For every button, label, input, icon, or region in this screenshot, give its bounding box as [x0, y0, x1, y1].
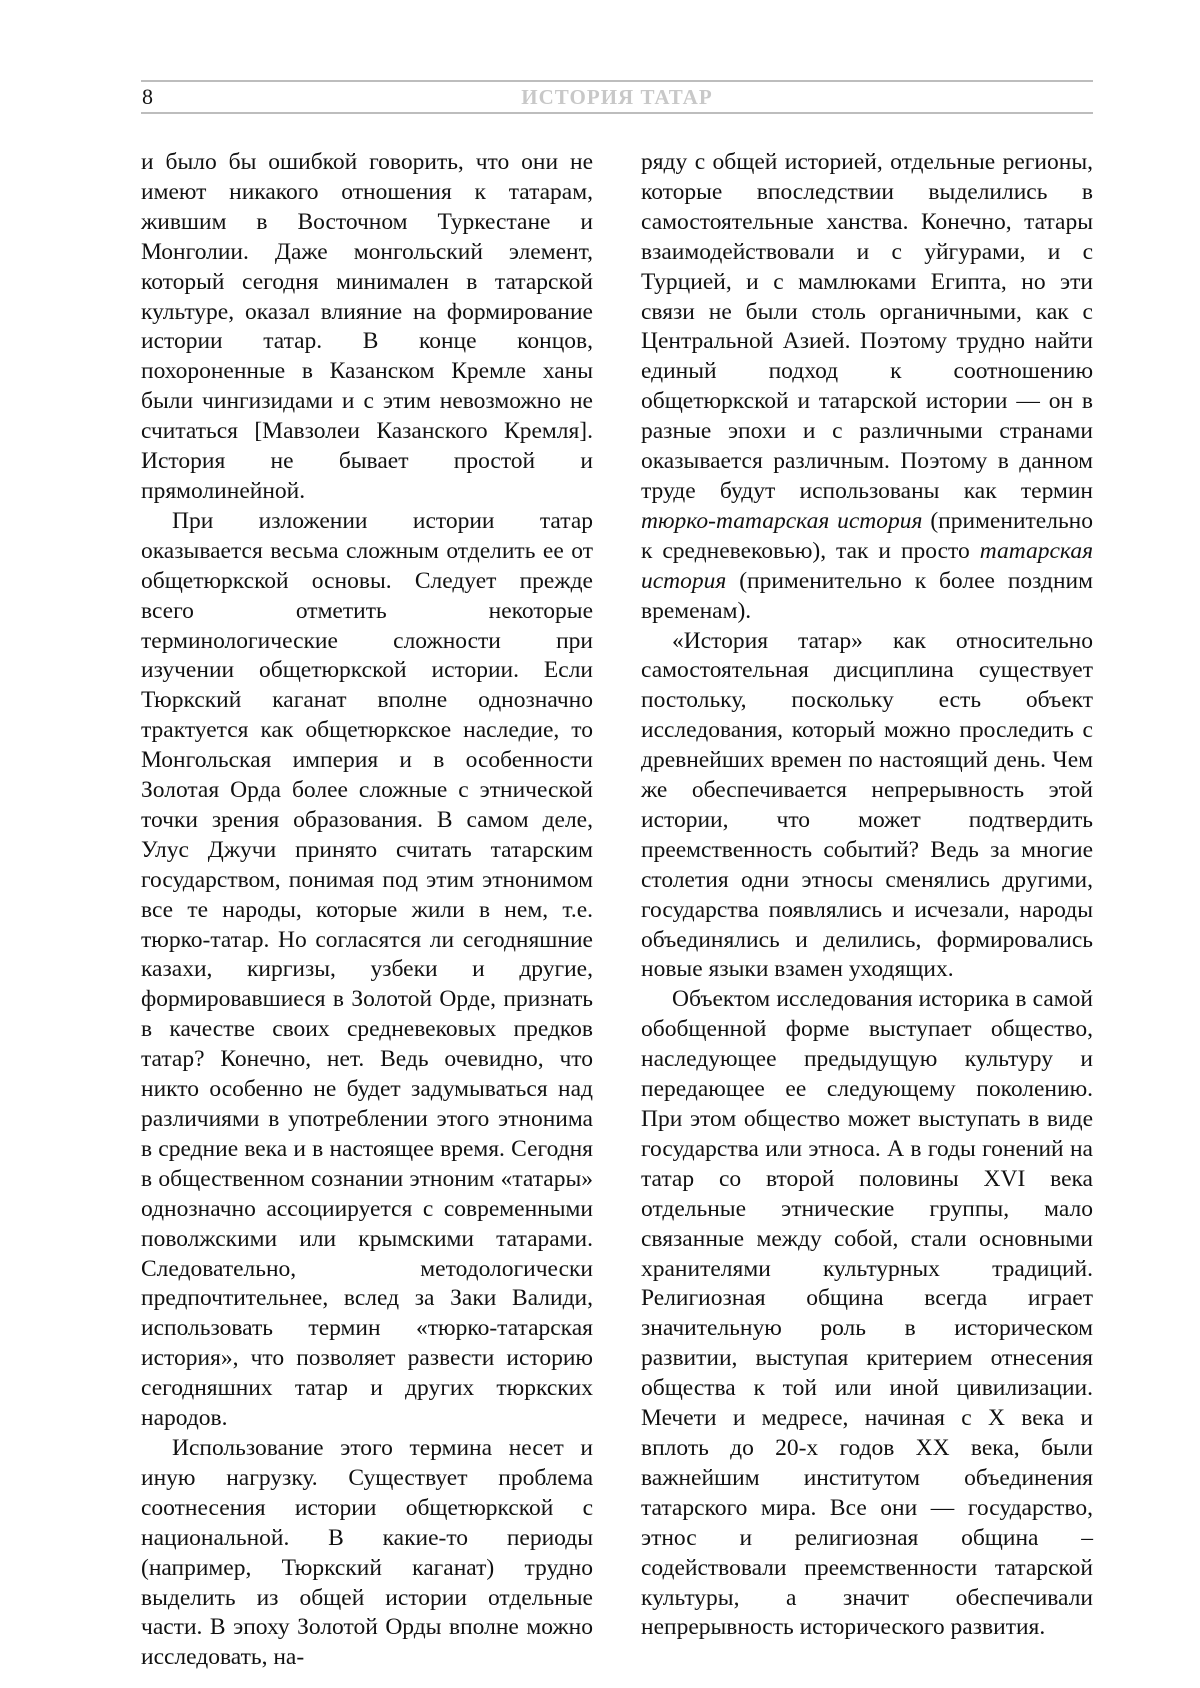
- text-run: и было бы ошибкой говорить, что они не имеют никакого отношения к татарам, жившим в Восточном Туркестане и Монголии. Даже монгольский элемент, который сегодня минимален в татарской культуре, оказал влияние на формирование истории татар. В конце концов, похороненные в Казанском Кремле ханы были чингизидами и с этим невозможно не считаться [Мавзолеи Казанского Кремля]. История не бывает простой и прямолинейной.: [141, 149, 593, 504]
- paragraph: [641, 148, 1093, 627]
- header-top-rule: [141, 80, 1093, 82]
- text-run: (применительно к более поздним временам).: [641, 567, 1093, 624]
- paragraph: [641, 627, 1093, 986]
- header-bottom-rule: [141, 112, 1093, 114]
- paragraph: [141, 507, 593, 1434]
- italic-term: татарская история: [641, 537, 1093, 594]
- right-text-column: [641, 148, 1093, 1643]
- paragraph: [141, 1434, 593, 1673]
- italic-term: тюрко-татарская история: [641, 507, 923, 534]
- text-run: (применительно к средневековью), так и просто: [641, 507, 1093, 564]
- text-run: Объектом исследования историка в самой обобщенной форме выступает общество, наследующее предыдущую культуру и передающее ее следующему поколению. При этом общество может выступать в виде государства или этноса. А в годы гонений на татар со второй половины XVI века отдельные этнические группы, мало связанные между собой, стали основными хранителями культурных традиций. Религиозная община всегда играет значительную роль в историческом развитии, выступая критерием отнесения общества к той или иной цивилизации. Мечети и медресе, начиная с X века и вплоть до 20-х годов XX века, были важнейшим институтом объединения татарского мира. Все они — государство, этнос и религиозная община – содействовали преемственности татарской культуры, а значит обеспечивали непрерывность исторического развития.: [641, 986, 1093, 1641]
- running-title: ИСТОРИЯ ТАТАР: [521, 85, 713, 109]
- page-number: 8: [142, 84, 153, 109]
- left-text-column: [141, 148, 593, 1673]
- text-run: ряду с общей историей, отдельные регионы, которые впоследствии выделились в самостоятельные ханства. Конечно, татары взаимодействовали и с уйгурами, и с Турцией, и с мамлюками Египта, но эти связи не были столь органичными, как с Центральной Азией. Поэтому трудно найти единый подход к соотношению общетюркской и татарской истории — он в разные эпохи и с различными странами оказывается различным. Поэтому в данном труде будут использованы как термин: [641, 149, 1093, 504]
- paragraph: [641, 985, 1093, 1643]
- text-run: При изложении истории татар оказывается весьма сложным отделить ее от общетюркской основы. Следует прежде всего отметить некоторые терминологические сложности при изучении общетюркской истории. Если Тюркский каганат вполне однозначно трактуется как общетюркское наследие, то Монгольская империя и в особенности Золотая Орда более сложные с этнической точки зрения образования. В самом деле, Улус Джучи принято считать татарским государством, понимая под этим этнонимом все те народы, которые жили в нем, т.е. тюрко-татар. Но согласятся ли сегодняшние казахи, киргизы, узбеки и другие, формировавшиеся в Золотой Орде, признать в качестве своих средневековых предков татар? Конечно, нет. Ведь очевидно, что никто особенно не будет задумываться над различиями в употреблении этого этнонима в средние века и в настоящее время. Сегодня в общественном сознании этноним «татары» однозначно ассоциируется с современными поволжскими или крымскими татарами. Следовательно, методологически предпочтительнее, вслед за Заки Валиди, использовать термин «тюрко-татарская история», что позволяет развести историю сегодняшних татар и других тюркских народов.: [141, 507, 593, 1432]
- paragraph: [141, 148, 593, 507]
- text-run: «История татар» как относительно самостоятельная дисциплина существует постольку, поскольку есть объект исследования, который можно проследить с древнейших времен по настоящий день. Чем же обеспечивается непрерывность этой истории, что может подтвердить преемственность событий? Ведь за многие столетия одни этносы сменялись другими, государства появлялись и исчезали, народы объединялись и делились, формировались новые языки взамен уходящих.: [641, 627, 1093, 983]
- text-run: Использование этого термина несет и иную нагрузку. Существует проблема соотнесения истории общетюркской с национальной. В какие-то периоды (например, Тюркский каганат) трудно выделить из общей истории отдельные части. В эпоху Золотой Орды вполне можно исследовать, на-: [141, 1434, 593, 1671]
